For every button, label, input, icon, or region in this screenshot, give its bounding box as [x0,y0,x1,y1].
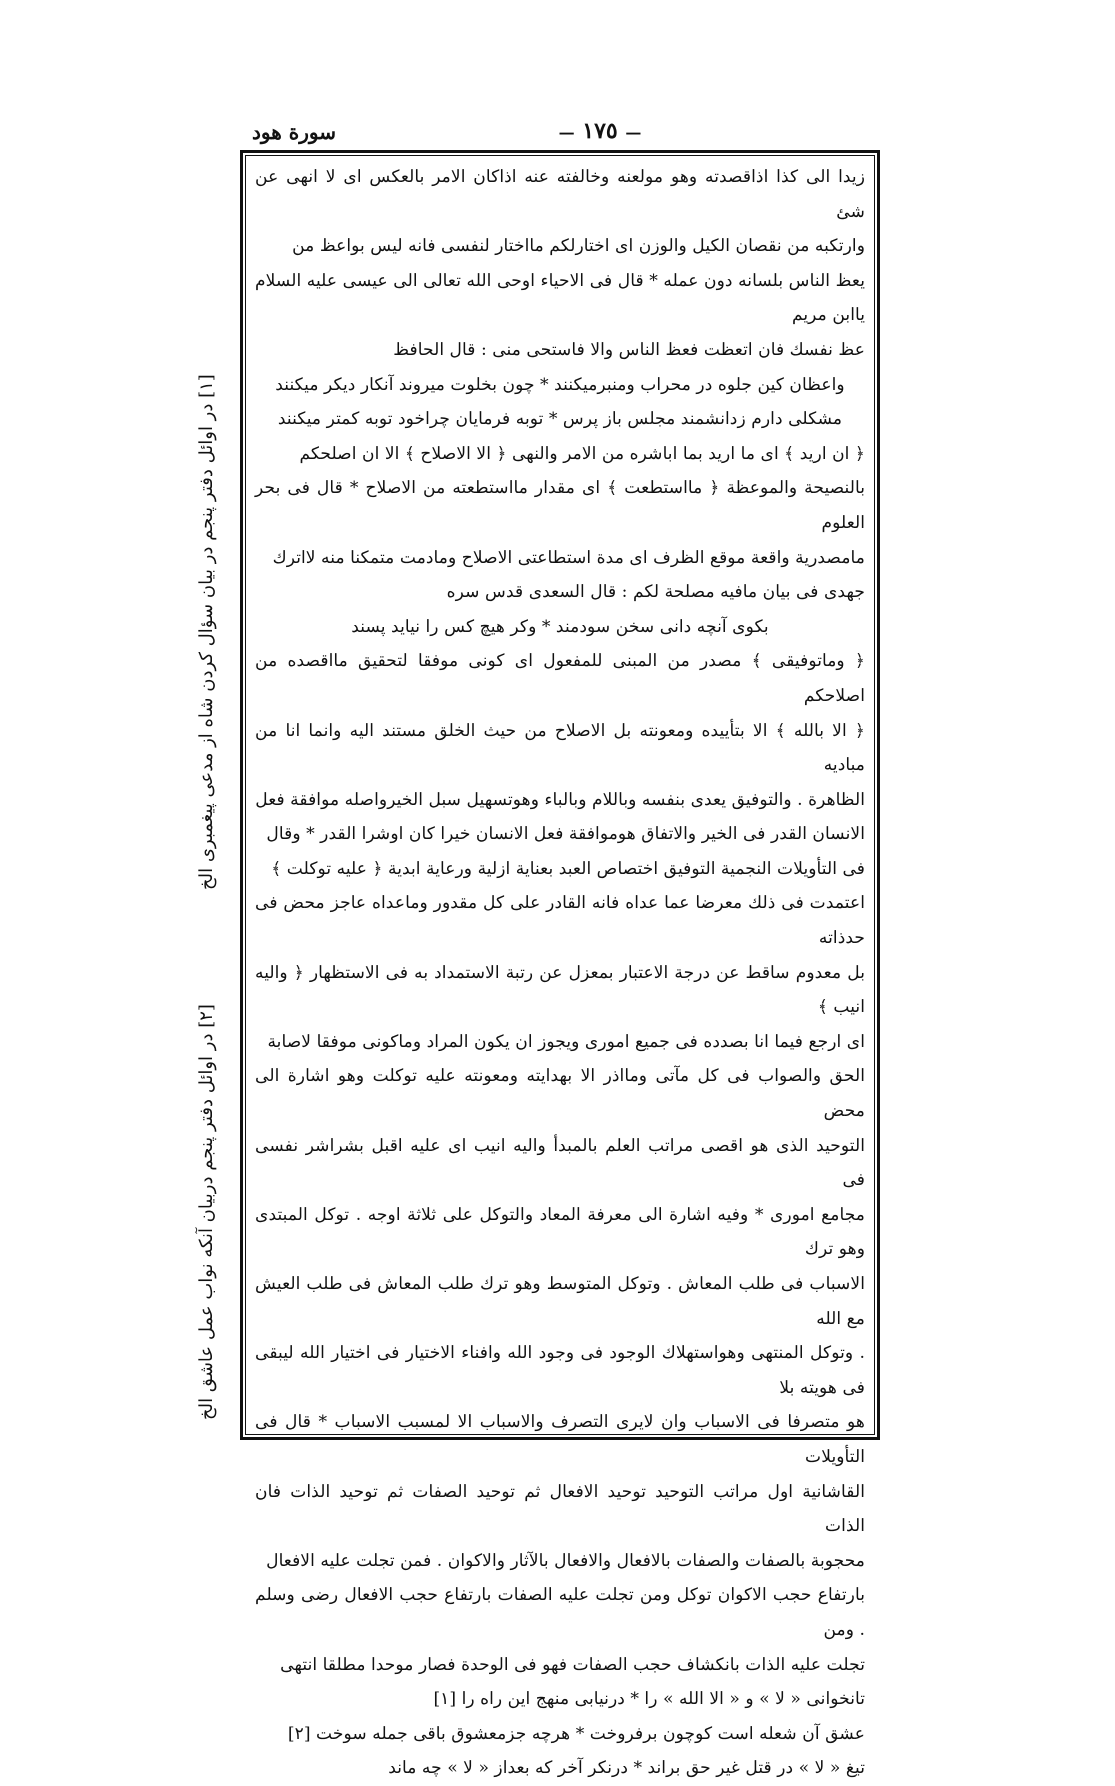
text-line: التوحيد الذى هو اقصى مراتب العلم بالمبدأ واليه انيب اى عليه اقبل بشراشر نفسى فى [255,1135,865,1191]
text-line: تجلت عليه الذات بانكشاف حجب الصفات فهو فى الوحدة فصار موحدا مطلقا انتهى [280,1654,865,1675]
footnote-verse-line: تيغ « لا » در قتل غير حق براند * درنكر آخر كه بعداز « لا » چه ماند [388,1758,865,1779]
footnote-verse-line: تانخوانى « لا » و « الا الله » را * درنيابى منهج اين راه را [١] [433,1689,865,1710]
verse-line: بكوى آنچه دانى سخن سودمند * وكر هيچ كس را نيايد پسند [351,616,769,637]
text-line: الظاهرة . والتوفيق يعدى بنفسه وباللام وبالباء وهوتسهيل سبل الخيرواصله موافقة فعل [255,789,865,810]
text-line: مجامع امورى * وفيه اشارة الى معرفة المعاد والتوكل على ثلاثة اوجه . توكل المبتدى وهو ترك [255,1204,865,1260]
page-number-text: ١٧٥ [582,118,618,144]
text-line: يعظ الناس بلسانه دون عمله * قال فى الاحياء اوحى الله تعالى الى عيسى عليه السلام ياابن مريم [255,270,865,326]
text-line: فى التأويلات النجمية التوفيق اختصاص العبد بعناية ازلية ورعاية ابدية ﴿ عليه توكلت ﴾ [271,858,865,879]
text-line: اى ارجع فيما انا بصدده فى جميع امورى ويجوز ان يكون المراد وماكونى موفقا لاصابة [267,1031,865,1052]
footnote-verse-line: عشق آن شعله است كوچون برفروخت * هرچه جزمعشوق باقى جمله سوخت [٢] [287,1723,865,1744]
text-line: بل معدوم ساقط عن درجة الاعتبار بمعزل عن رتبة الاستمداد به فى الاستظهار ﴿ واليه انيب ﴾ [255,962,865,1018]
text-line: وارتكبه من نقصان الكيل والوزن اى اختارلكم مااختار لنفسى فانه ليس بواعظ من [292,236,865,257]
header-ornament-left: — [558,123,575,142]
marginal-note-2: [٢] در اوائل دفتر پنجم دربيان آنكه نواب عمل عاشق الخ [196,1004,217,1420]
verse-line: واعظان كين جلوه در محراب ومنبرميكنند * چون بخلوت ميروند آنكار ديكر ميكنند [275,374,845,395]
header-ornament-right: — [625,123,642,142]
text-line: ﴿ وماتوفيقى ﴾ مصدر من المبنى للمفعول اى كونى موفقا لتحقيق مااقصده من اصلاحكم [255,651,865,706]
text-line: اعتمدت فى ذلك معرضا عما عداه فانه القادر على كل مقدور وماعداه عاجز محض فى حدذاته [255,893,865,949]
text-line: بارتفاع حجب الاكوان توكل ومن تجلت عليه الصفات بارتفاع حجب الافعال رضى وسلم . ومن [255,1585,865,1640]
text-line: محجوبة بالصفات والصفات بالافعال والافعال بالآثار والاكوان . فمن تجلت عليه الافعال [266,1550,865,1571]
verse-line: مشكلى دارم زدانشمند مجلس باز پرس * توبه فرمايان چراخود توبه كمتر ميكنند [277,409,843,430]
page-number [520,118,680,144]
text-line: مامصدرية واقعة موقع الظرف اى مدة استطاعتى الاصلاح ومادمت متمكنا منه لااترك [272,547,865,568]
main-text-block [255,160,865,1779]
text-line: القاشانية اول مراتب التوحيد توحيد الافعال ثم توحيد الصفات ثم توحيد الذات فان الذات [255,1481,865,1537]
marginal-note-1: [١] در اوائل دفتر پنجم در بيان سؤال كردن شاه از مدعى پيغمبرى الخ [196,374,217,890]
text-line: الانسان القدر فى الخير والاتفاق هوموافقة فعل الانسان خيرا كان اوشرا القدر * وقال [266,824,865,845]
text-line: هو متصرفا فى الاسباب وان لايرى التصرف والاسباب الا لمسبب الاسباب * قال فى التأويلات [255,1412,865,1467]
text-line: الحق والصواب فى كل مآتى ومااذر الا بهدايته ومعونته عليه توكلت وهو اشارة الى محض [255,1066,865,1122]
sura-name: سورة هود [252,120,336,144]
text-line: جهدى فى بيان مافيه مصلحة لكم : قال السعدى قدس سره [446,582,865,603]
text-line: ﴿ الا بالله ﴾ الا بتأييده ومعونته بل الاصلاح من حيث الخلق مستند اليه وانما انا من مباديه [255,720,865,776]
text-line: بالنصيحة والموعظة ﴿ مااستطعت ﴾ اى مقدار مااستطعته من الاصلاح * قال فى بحر العلوم [255,478,865,533]
text-line: زيدا الى كذا اذاقصدته وهو مولعنه وخالفته عنه اذاكان الامر بالعكس اى لا انهى عن شئ [255,167,865,222]
text-line: الاسباب فى طلب المعاش . وتوكل المتوسط وهو ترك طلب المعاش فى طلب العيش مع الله [255,1274,865,1329]
text-line: ﴿ ان اريد ﴾ اى ما اريد بما اباشره من الامر والنهى ﴿ الا الاصلاح ﴾ الا ان اصلحكم [299,443,865,464]
text-line: . وتوكل المنتهى وهواستهلاك الوجود فى وجود الله وافناء الاختيار فى اختيار الله ليبقى فى هويته بلا [255,1343,865,1398]
text-line: عظ نفسك فان اتعظت فعظ الناس والا فاستحى منى : قال الحافظ [393,339,865,360]
